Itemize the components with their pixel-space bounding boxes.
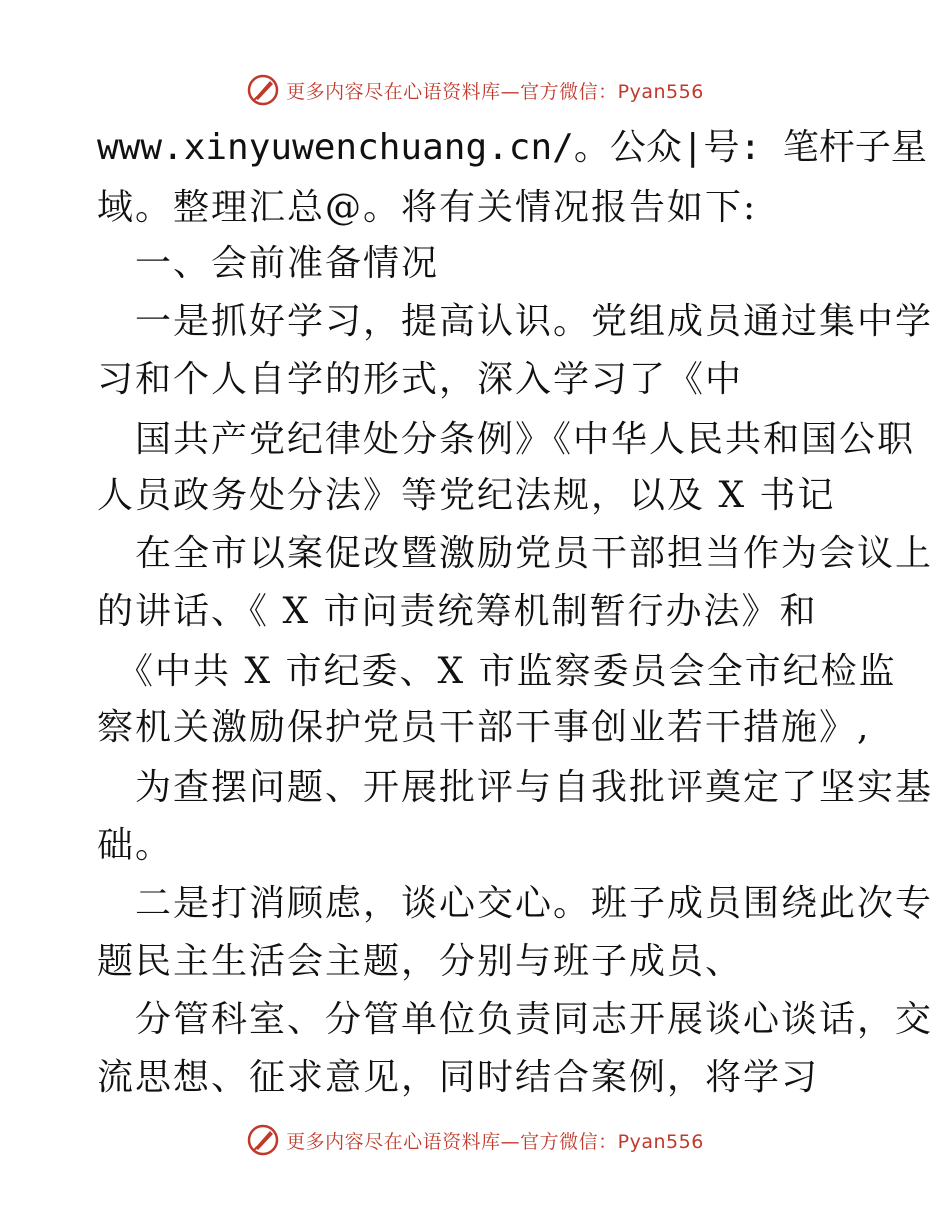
body-line: 为查摆问题、开展批评与自我批评奠定了坚实基	[97, 767, 934, 808]
body-line: 一是抓好学习，提高认识。党组成员通过集中学	[97, 301, 934, 342]
body-line: 的讲话、《 X 市问责统筹机制暂行办法》和	[97, 591, 818, 632]
body-line: 习和个人自学的形式，深入学习了《中	[97, 359, 744, 400]
footer-banner-text: 更多内容尽在心语资料库—官方微信：Pyan556	[286, 1130, 704, 1153]
body-line: 分管科室、分管单位负责同志开展谈心谈话，交	[97, 999, 934, 1040]
quill-pen-logo-icon	[246, 73, 280, 107]
section-heading: 一、会前准备情况	[97, 243, 440, 284]
body-line: 流思想、征求意见，同时结合案例，将学习	[97, 1057, 820, 1098]
header-banner-text: 更多内容尽在心语资料库—官方微信：Pyan556	[286, 80, 704, 103]
body-line: 础。	[97, 825, 174, 866]
body-line: www.xinyuwenchuang.cn/。公众|号: 笔杆子星	[97, 127, 927, 168]
body-line: 域。整理汇总@。将有关情况报告如下:	[97, 187, 758, 228]
body-line: 题民主生活会主题，分别与班子成员、	[97, 941, 744, 982]
body-line: 人员政务处分法》等党纪法规，以及 X 书记	[97, 475, 836, 516]
body-line: 察机关激励保护党员干部干事创业若干措施》,	[97, 707, 871, 748]
body-line: 《中共 X 市纪委、X 市监察委员会全市纪检监	[97, 651, 897, 692]
body-line: 在全市以案促改暨激励党员干部担当作为会议上	[97, 533, 934, 574]
body-line: 国共产党纪律处分条例》《中华人民共和国公职	[97, 419, 916, 460]
header-watermark-banner	[0, 70, 950, 110]
quill-pen-logo-icon	[246, 1123, 280, 1157]
body-line: 二是打消顾虑，谈心交心。班子成员围绕此次专	[97, 883, 934, 924]
footer-watermark-banner	[0, 1120, 950, 1160]
